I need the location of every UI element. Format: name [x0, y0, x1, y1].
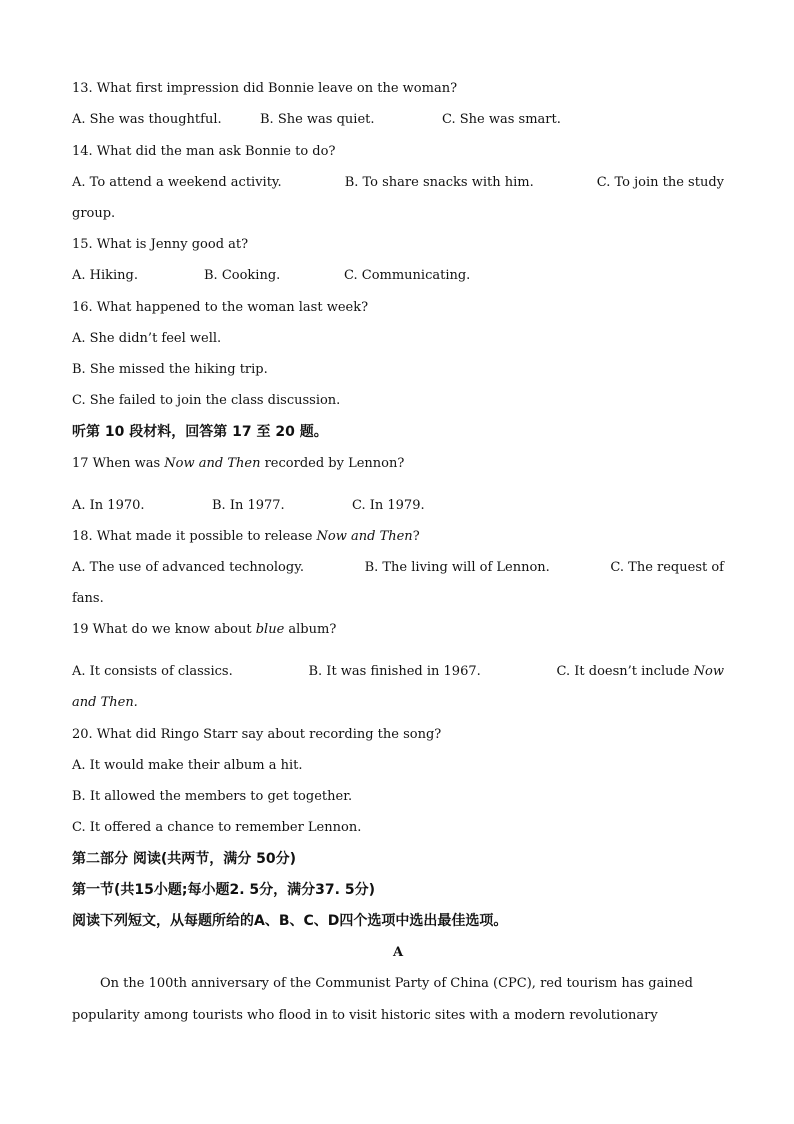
question-14: 14. What did the man ask Bonnie to do?: [72, 144, 336, 159]
question-18: 18. What made it possible to release Now and Then?: [72, 529, 420, 544]
option-a: A. It consists of classics.: [72, 664, 233, 679]
passage-line: On the 100th anniversary of the Communist Party of China (CPC), red tourism has gained: [100, 976, 693, 991]
question-19: 19 What do we know about blue album?: [72, 622, 337, 637]
section-heading: 第一节(共15小题;每小题2. 5分，满分37. 5分): [72, 882, 375, 898]
question-17: 17 When was Now and Then recorded by Lennon?: [72, 456, 405, 471]
option-a: A. She didn’t feel well.: [72, 331, 222, 346]
option-c: C. The request of: [610, 560, 724, 575]
option-c: C. She failed to join the class discussion.: [72, 393, 341, 408]
song-title: Now and Then: [316, 529, 413, 544]
option-c-continued: fans.: [72, 591, 104, 606]
option-a: A. The use of advanced technology.: [72, 560, 304, 575]
option-c-continued: group.: [72, 206, 116, 221]
option-c: C. To join the study: [596, 175, 724, 190]
options-19: [72, 664, 724, 680]
option-b: B. The living will of Lennon.: [364, 560, 550, 575]
option-c: C. Communicating.: [344, 268, 471, 283]
option-a: A. In 1970.: [72, 498, 145, 513]
options-15: [72, 268, 724, 284]
section-heading: 听第 10 段材料，回答第 17 至 20 题。: [72, 424, 328, 440]
options-17: [72, 498, 724, 514]
song-title: Now and Then: [164, 456, 261, 471]
question-20: 20. What did Ringo Starr say about recording the song?: [72, 727, 442, 742]
question-16: 16. What happened to the woman last week?: [72, 300, 369, 315]
option-a: A. Hiking.: [72, 268, 139, 283]
option-c: C. It offered a chance to remember Lennon.: [72, 820, 362, 835]
options-18: [72, 560, 724, 576]
option-c: C. In 1979.: [352, 498, 425, 513]
option-a: A. It would make their album a hit.: [72, 758, 303, 773]
option-a: A. She was thoughtful.: [72, 112, 222, 127]
option-b: B. She missed the hiking trip.: [72, 362, 268, 377]
option-b: B. To share snacks with him.: [344, 175, 534, 190]
option-c: C. She was smart.: [442, 112, 561, 127]
question-15: 15. What is Jenny good at?: [72, 237, 249, 252]
option-b: B. It was finished in 1967.: [308, 664, 481, 679]
passage-label: A: [392, 945, 404, 960]
option-a: A. To attend a weekend activity.: [72, 175, 282, 190]
option-b: B. She was quiet.: [260, 112, 375, 127]
option-b: B. Cooking.: [204, 268, 281, 283]
instruction-text: 阅读下列短文，从每题所给的A、B、C、D四个选项中选出最佳选项。: [72, 913, 508, 929]
question-13: 13. What first impression did Bonnie leave on the woman?: [72, 81, 458, 96]
passage-line: popularity among tourists who flood in to visit historic sites with a modern revolutionary: [72, 1008, 658, 1023]
option-c-continued: and Then.: [72, 695, 138, 710]
option-b: B. In 1977.: [212, 498, 285, 513]
part-heading: 第二部分 阅读(共两节，满分 50分): [72, 851, 297, 867]
album-name: blue: [255, 622, 285, 637]
options-13: [72, 112, 724, 128]
options-14: [72, 175, 724, 191]
option-c: C. It doesn’t include Now: [556, 664, 724, 679]
option-b: B. It allowed the members to get together.: [72, 789, 353, 804]
